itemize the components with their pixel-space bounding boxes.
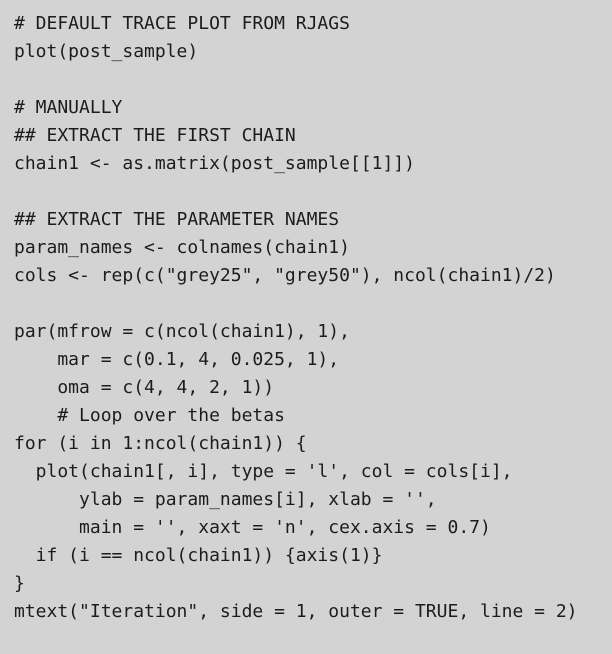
code-line: plot(chain1[, i], type = 'l', col = cols[i], bbox=[14, 461, 513, 482]
code-line: chain1 <- as.matrix(post_sample[[1]]) bbox=[14, 153, 415, 174]
code-line: oma = c(4, 4, 2, 1)) bbox=[14, 377, 275, 398]
code-line: param_names <- colnames(chain1) bbox=[14, 237, 350, 258]
code-line: cols <- rep(c("grey25", "grey50"), ncol(chain1)/2) bbox=[14, 265, 556, 286]
code-line-blank bbox=[14, 66, 604, 94]
code-line: for (i in 1:ncol(chain1)) { bbox=[14, 433, 307, 454]
code-line: mtext("Iteration", side = 1, outer = TRUE, line = 2) bbox=[14, 601, 578, 622]
code-line: ## EXTRACT THE PARAMETER NAMES bbox=[14, 209, 340, 230]
code-line-blank bbox=[14, 178, 604, 206]
code-line: # DEFAULT TRACE PLOT FROM RJAGS bbox=[14, 13, 350, 34]
code-line: } bbox=[14, 573, 25, 594]
code-line: ylab = param_names[i], xlab = '', bbox=[14, 489, 437, 510]
code-line-blank bbox=[14, 290, 604, 318]
code-line: par(mfrow = c(ncol(chain1), 1), bbox=[14, 321, 350, 342]
code-line: plot(post_sample) bbox=[14, 41, 199, 62]
code-line: if (i == ncol(chain1)) {axis(1)} bbox=[14, 545, 383, 566]
code-line: # MANUALLY bbox=[14, 97, 123, 118]
code-line: # Loop over the betas bbox=[14, 405, 285, 426]
code-line: mar = c(0.1, 4, 0.025, 1), bbox=[14, 349, 340, 370]
code-line: main = '', xaxt = 'n', cex.axis = 0.7) bbox=[14, 517, 491, 538]
code-line: ## EXTRACT THE FIRST CHAIN bbox=[14, 125, 296, 146]
